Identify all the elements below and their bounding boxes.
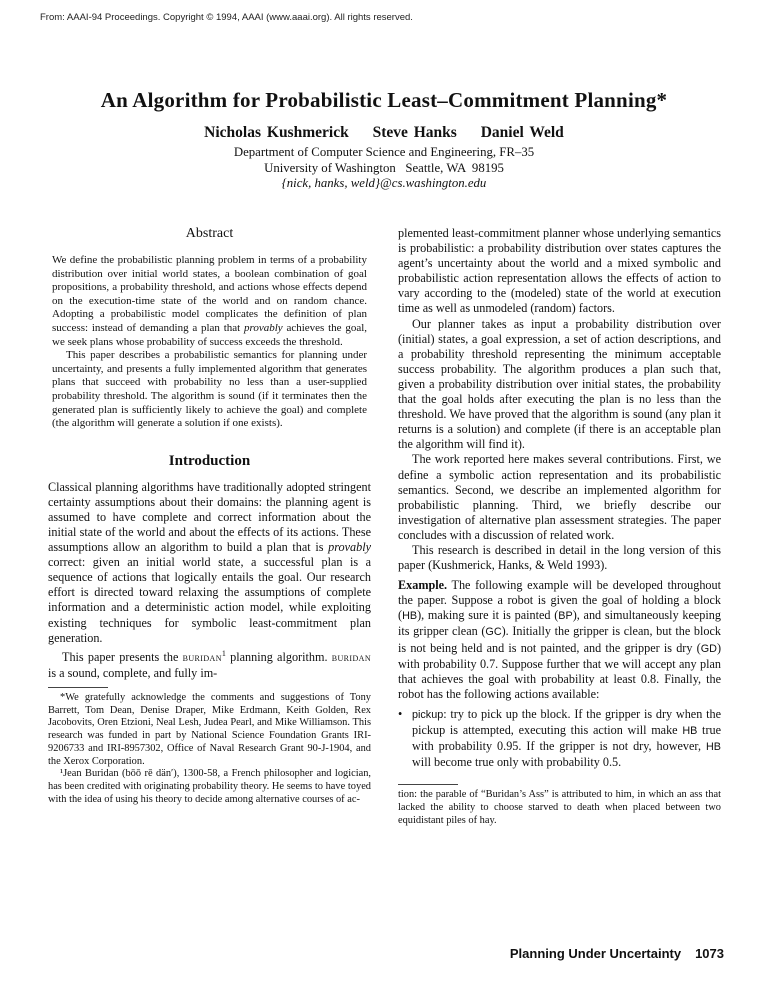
text-run: achieves the goal, we seek plans whose probability of success exceeds the threshold. bbox=[52, 321, 368, 348]
system-name: buridan bbox=[182, 651, 222, 664]
text-run: is a sound, complete, and fully im- bbox=[48, 665, 218, 680]
left-column bbox=[48, 226, 371, 806]
abstract-body bbox=[48, 254, 371, 431]
author-emails: {nick, hanks, weld}@cs.washington.edu bbox=[281, 176, 487, 190]
right-body bbox=[398, 226, 721, 770]
affiliation bbox=[0, 145, 768, 192]
bullet-marker: • bbox=[398, 706, 403, 721]
body-paragraph: The work reported here makes several contributions. First, we define a symbolic action representation and its probabilistic semantics. Second, we describe an implemented algorithm for probabilistic planning. Third, we briefly describe our investigation of alternative plan assessment strategies. The paper concludes with a discussion of related work. bbox=[398, 452, 721, 542]
emphasis: provably bbox=[328, 540, 371, 555]
body-paragraph: This research is described in detail in the long version of this paper (Kushmerick, Hanks, & Weld 1993). bbox=[398, 542, 721, 573]
author-name: Nicholas Kushmerick bbox=[204, 124, 349, 141]
body-paragraph: plemented least-commitment planner whose underlying semantics is probabilistic: a probability distribution over states captures the agent’s uncertainty about the world and a mixed symbolic and probabilistic action representation allows the effects of action to vary according to the (modeled) state of the world at execution time as well as unmodeled (random) factors. bbox=[398, 226, 721, 316]
proposition: GD bbox=[700, 642, 717, 655]
page-footer bbox=[510, 946, 724, 961]
abstract-paragraph bbox=[52, 254, 367, 349]
introduction-body bbox=[48, 480, 371, 681]
text-run: ). Initially the gripper is clean, but the block is not being held and is not painted, and the gripper is dry ( bbox=[398, 624, 721, 655]
text-run: correct: given an initial world state, a successful plan is a sequence of actions that logically entails the goal. Our research effort is directed toward relaxing the assumptions of complete information and a deterministic action model, while exploiting existing techniques for symbolic least-commitment plan generation. bbox=[48, 555, 371, 645]
proposition: HB bbox=[402, 610, 418, 623]
text-run: ) with probability 0.7. Suppose further that we will accept any plan that achieves the goal with probability at least 0.8. Finally, the robot has the following actions available: bbox=[398, 640, 721, 701]
paper-title: An Algorithm for Probabilistic Least–Commitment Planning* bbox=[100, 88, 668, 112]
footnote-buridan: ¹Jean Buridan (bōō rē dän′), 1300-58, a French philosopher and logician, has been credited with originating probability theory. He seems to have toyed with the idea of using his theory to decide among alternative courses of ac- bbox=[48, 768, 371, 805]
proposition: HB bbox=[706, 741, 721, 754]
text-run: Classical planning algorithms have traditionally adopted stringent certainty assumptions about their domains: the planning agent is assumed to have complete and correct information about the initial state of the world and about the effects of its actions. These assumptions allow an algorithm to build a plan that is bbox=[48, 479, 371, 555]
action-list-item bbox=[398, 707, 721, 770]
footnotes bbox=[48, 692, 371, 806]
proposition: BP bbox=[558, 610, 573, 623]
footnote-acknowledgment: *We gratefully acknowledge the comments and suggestions of Tony Barrett, Tom Dean, Denise Draper, Mike Erdmann, Keith Golden, Rex Jacobovits, Oren Etzioni, Neal Lesh, Judea Pearl, and Mike Williamson. This research was funded in part by National Science Foundation Grants IRI-9206733 and IRI-8957302, Office of Naval Research Grant 90-J-1904, and the Xerox Corporation. bbox=[48, 692, 371, 767]
right-column bbox=[398, 226, 721, 827]
copyright-notice: From: AAAI-94 Proceedings. Copyright © 1994, AAAI (www.aaai.org). All rights reserved. bbox=[40, 12, 413, 23]
author-name: Daniel Weld bbox=[480, 124, 564, 141]
text-run: The following example will be developed throughout the paper. Suppose a robot is given the goal of holding a block ( bbox=[398, 578, 721, 623]
run-in-heading: Example. bbox=[398, 578, 448, 593]
abstract-heading: Abstract bbox=[185, 226, 234, 241]
body-paragraph bbox=[48, 480, 371, 646]
text-run: ), making sure it is painted ( bbox=[417, 608, 559, 623]
text-run: true with probability 0.95. If the gripper is not dry, however, bbox=[412, 723, 722, 754]
affiliation-address: University of Washington Seattle, WA 98195 bbox=[264, 160, 504, 175]
proposition: HB bbox=[682, 725, 698, 737]
footer-section-title: Planning Under Uncertainty bbox=[509, 946, 682, 961]
introduction-heading: Introduction bbox=[168, 452, 251, 469]
affiliation-department: Department of Computer Science and Engineering, FR–35 bbox=[233, 145, 535, 159]
abstract-paragraph: This paper describes a probabilistic semantics for planning under uncertainty, and presents a fully implemented algorithm that generates plans that succeed with probability no less than a user-supplied probability threshold. The algorithm is sound (if it terminates then the generated plan is sufficiently likely to achieve the goal) and complete (the algorithm will generate a solution if one exists). bbox=[52, 349, 367, 430]
body-paragraph: Our planner takes as input a probability distribution over (initial) states, a goal expression, a set of action descriptions, and a probability threshold representing the minimum acceptable success probability. The algorithm produces a plan such that, given a probability distribution over initial states, the probability that the goal holds after executing the plan is no less than the threshold. We have proved that the algorithm is sound (any plan it returns is a solution) and complete (if there is an acceptable plan the algorithm will find it). bbox=[398, 316, 721, 452]
text-run: planning algorithm. bbox=[225, 649, 332, 664]
footnote-marker: 1 bbox=[221, 648, 226, 658]
author-list bbox=[0, 124, 768, 142]
text-run: will become true only with probability 0.5. bbox=[412, 755, 622, 770]
author-name: Steve Hanks bbox=[372, 124, 457, 141]
footnotes-continued bbox=[398, 789, 721, 827]
text-run: We define the probabilistic planning problem in terms of a probability distribution over initial world states, a boolean combination of goal propositions, a probability threshold, and actions whose effects depend on the execution-time state of the world and on random chance. Adopting a probabilistic model complicates the definition of plan success: instead of demanding a plan that bbox=[52, 254, 367, 334]
body-paragraph bbox=[48, 646, 371, 681]
example-paragraph bbox=[398, 578, 721, 702]
footnote-divider bbox=[398, 784, 458, 785]
emphasis: provably bbox=[243, 321, 283, 334]
text-run: ), and simultaneously keeping its gripper clean ( bbox=[398, 608, 721, 639]
footnote-continuation: tion: the parable of “Buridan’s Ass” is attributed to him, in which an ass that lacked the ability to choose starved to death when placed between two equidistant piles of hay. bbox=[398, 789, 721, 826]
page-number: 1073 bbox=[695, 946, 724, 961]
action-name: pickup bbox=[412, 708, 444, 721]
footnote-divider bbox=[48, 687, 108, 688]
text-run: This paper presents the bbox=[62, 649, 183, 664]
system-name: buridan bbox=[331, 651, 371, 664]
proposition: GC bbox=[485, 626, 502, 639]
text-run: : try to pick up the block. If the gripper is dry when the pickup is attempted, executing this action will make bbox=[412, 706, 721, 737]
